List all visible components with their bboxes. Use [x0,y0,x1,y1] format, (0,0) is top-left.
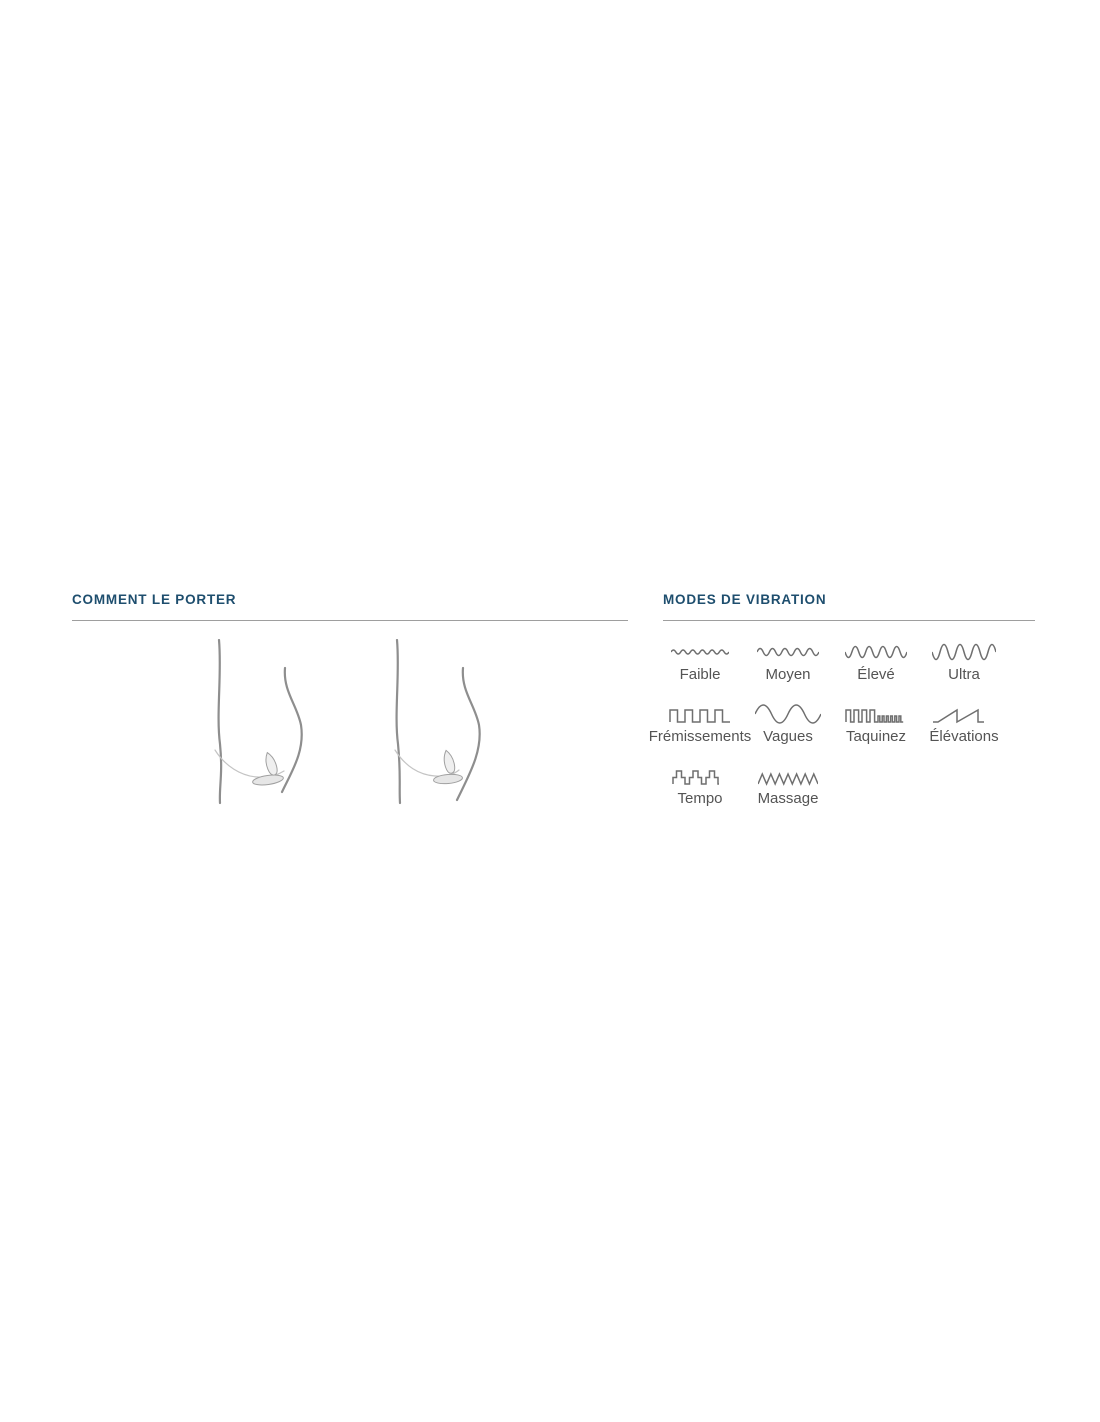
vibration-mode-label: Élévations [929,728,999,745]
wear-figures [72,639,628,805]
vibration-mode-label: Faible [679,666,721,683]
vibration-mode-label: Moyen [765,666,811,683]
vibration-mode-wave-ultra [920,641,1008,684]
vibration-mode-label: Taquinez [845,728,907,745]
vibration-mode-label: Frémissements [648,728,752,745]
wave-moyen-icon [757,641,819,665]
body-profile-device-figure-2 [393,639,488,805]
wave-faible-icon [671,641,729,665]
body-profile-device-figure-1 [213,639,308,805]
vibration-mode-label: Ultra [948,666,980,683]
vibration-mode-wave-fremissements [648,703,752,746]
vibration-section-title: MODES DE VIBRATION [663,592,827,607]
vibration-mode-label: Vagues [763,728,813,745]
wear-section [72,590,628,805]
vibration-mode-label: Tempo [677,790,723,807]
vibration-section [648,590,1035,808]
vibration-mode-wave-eleve [832,641,920,684]
vibration-mode-wave-massage [744,765,832,808]
wave-eleve-icon [845,641,907,665]
vibration-mode-wave-tempo [656,765,744,808]
vibration-mode-wave-moyen [744,641,832,684]
wave-vagues-icon [755,703,821,727]
worn-device-icon [433,749,463,785]
wave-fremissements-icon [669,703,731,727]
wave-taquinez-icon [845,703,907,727]
wave-ultra-icon [932,641,996,665]
vibration-mode-wave-faible [656,641,744,684]
wave-tempo-icon [672,765,728,789]
worn-device-icon [252,751,284,786]
vibration-mode-wave-vagues [744,703,832,746]
vibration-section-divider [663,620,1035,621]
vibration-mode-wave-taquinez [832,703,920,746]
wear-section-title: COMMENT LE PORTER [72,592,237,607]
wave-elevations-icon [932,703,996,727]
vibration-mode-label: Massage [757,790,819,807]
wave-massage-icon [758,765,818,789]
vibration-mode-wave-elevations [920,703,1008,746]
vibration-mode-label: Élevé [857,666,895,683]
wear-section-divider [72,620,628,621]
vibration-modes-grid [648,641,1035,808]
